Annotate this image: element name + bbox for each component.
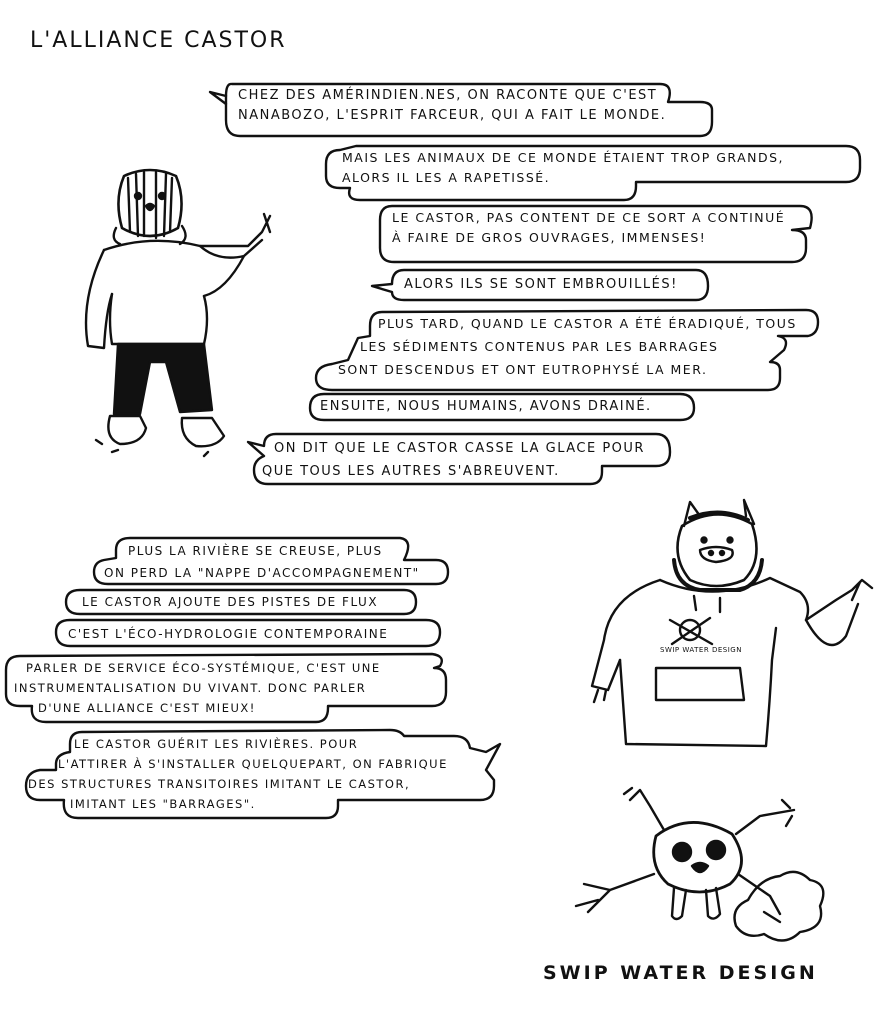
beaver-skull-logo-icon [576,788,823,941]
bubble-line: ON DIT QUE LE CASTOR CASSE LA GLACE POUR [274,441,645,456]
speech-bubble-text-3 [392,208,785,248]
speech-bubble-text-7 [262,437,645,483]
bubble-line: INSTRUMENTALISATION DU VIVANT. DONC PARLER [14,681,367,695]
speech-bubble-text-4 [404,275,678,295]
speech-bubble-text-9 [82,592,378,612]
speech-bubble-text-10 [68,624,388,644]
bubble-line: D'UNE ALLIANCE C'EST MIEUX! [38,701,256,715]
bubble-line: À FAIRE DE GROS OUVRAGES, IMMENSES! [392,230,707,245]
bubble-line: NANABOZO, L'ESPRIT FARCEUR, QUI A FAIT LE MONDE. [238,108,667,123]
speech-bubble-text-2 [342,148,784,188]
bubble-line: L'ATTIRER À S'INSTALLER QUELQUEPART, ON FABRIQUE [58,757,448,771]
bubble-line: PLUS LA RIVIÈRE SE CREUSE, PLUS [128,544,383,558]
speech-bubble-text-12 [28,734,448,814]
bubble-line: ALORS IL LES A RAPETISSÉ. [342,170,551,185]
bubble-line: IMITANT LES "BARRAGES". [70,797,256,811]
bubble-line: ENSUITE, NOUS HUMAINS, AVONS DRAINÉ. [320,399,652,414]
bubble-line: CHEZ DES AMÉRINDIEN.NES, ON RACONTE QUE C'EST [238,88,658,103]
bubble-line: LE CASTOR AJOUTE DES PISTES DE FLUX [82,595,379,609]
person-waving-icon [86,170,270,456]
speech-bubble-text-8 [104,540,420,584]
bubble-line: LE CASTOR, PAS CONTENT DE CE SORT A CONTINUÉ [392,210,786,225]
bubble-line: LES SÉDIMENTS CONTENUS PAR LES BARRAGES [360,339,719,354]
bubble-line: PLUS TARD, QUAND LE CASTOR A ÉTÉ ÉRADIQUÉ, TOUS [378,316,797,331]
logo-caption: SWIP WATER DESIGN [543,962,818,984]
bubble-line: QUE TOUS LES AUTRES S'ABREUVENT. [262,464,560,479]
speech-bubble-text-11 [14,658,381,718]
bubble-line: C'EST L'ÉCO-HYDROLOGIE CONTEMPORAINE [68,627,389,641]
bubble-line: ALORS ILS SE SONT EMBROUILLÉS! [404,277,678,292]
bubble-line: PARLER DE SERVICE ÉCO-SYSTÉMIQUE, C'EST UNE [26,661,381,675]
bubble-line: MAIS LES ANIMAUX DE CE MONDE ÉTAIENT TROP GRANDS, [342,150,785,165]
bubble-line: SONT DESCENDUS ET ONT EUTROPHYSÉ LA MER. [338,362,708,377]
page-title: L'ALLIANCE CASTOR [30,28,287,53]
horned-pig-person-icon [592,500,872,746]
bubble-line: ON PERD LA "NAPPE D'ACCOMPAGNEMENT" [104,566,420,580]
bubble-line: LE CASTOR GUÉRIT LES RIVIÈRES. POUR [74,737,359,751]
bubble-line: DES STRUCTURES TRANSITOIRES IMITANT LE CASTOR, [28,777,411,791]
hoodie-print-text: SWIP WATER DESIGN [660,646,742,654]
speech-bubble-text-6 [320,397,652,417]
speech-bubble-text-1 [238,86,666,126]
speech-bubble-text-5 [338,312,797,381]
